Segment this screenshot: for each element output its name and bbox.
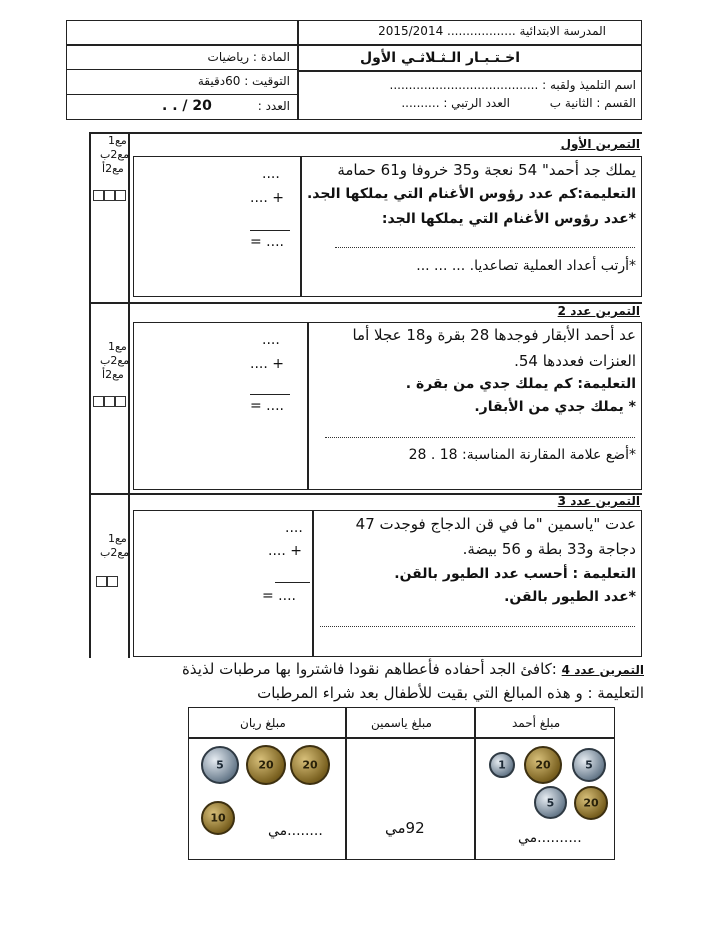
ex2-statement-1: عد أحمد الأبقار فوجدها 28 بقرة و18 عجلا أما [352, 326, 636, 344]
score-box[interactable] [96, 576, 107, 587]
ex1-op-underline [250, 230, 290, 231]
ex4-title: التمرين عدد 4 [561, 663, 644, 677]
ex1-title: التمرين الأول [560, 137, 640, 151]
student-name-line: اسم التلميذ ولقبه : ....................................... [389, 78, 636, 92]
score-box[interactable] [115, 190, 126, 201]
margin-left-border [89, 132, 91, 658]
coin-value: 20 [535, 758, 551, 772]
score-box[interactable] [93, 396, 104, 407]
ex2-question-2: *أضع علامة المقارنة المناسبة: 18 . 28 [408, 447, 636, 463]
money-table-col-2 [474, 707, 476, 860]
money-table-col-1 [345, 707, 347, 860]
coin-10-icon [201, 801, 235, 835]
header-divider-horizontal-2 [297, 70, 642, 72]
ex1-instruction [307, 186, 636, 202]
ex1-statement: يملك جد أحمد" 54 نعجة و35 خروفا و61 حمامة [337, 161, 636, 179]
ex3-title: التمرين عدد 3 [557, 494, 640, 508]
ex1-question-1: *عدد رؤوس الأغنام التي يملكها الجد: [381, 211, 636, 227]
ex2-op-line-1[interactable]: .... [262, 332, 280, 348]
coin-1-icon [489, 752, 515, 778]
ex3-statement-1: عدت "ياسمين "ما في قن الدجاج فوجدت 47 [355, 515, 636, 533]
ex2-statement-2: العنزات فعددها 54. [514, 352, 636, 370]
amount-yasmine: 92مي [385, 819, 425, 837]
ex1-op-line-2[interactable]: .... + [250, 190, 284, 206]
ex3-op-underline [275, 582, 310, 583]
criteria-ex2-1: مع1 [108, 340, 127, 353]
ex2-op-line-2[interactable]: .... + [250, 356, 284, 372]
serial-number-line: العدد الرتبي : .......... [401, 96, 510, 110]
ex2-instruction: التعليمة: كم يملك جدي من بقرة . [405, 376, 636, 392]
coin-20-icon [290, 745, 330, 785]
class-label: القسم : الثانية ب [549, 96, 636, 110]
ex3-op-line-2[interactable]: .... + [268, 543, 302, 559]
ex1-answer-line[interactable] [335, 247, 635, 248]
amount-rayan[interactable]: ........مي [268, 823, 323, 839]
score-box[interactable] [115, 396, 126, 407]
ex2-op-line-3[interactable]: = .... [250, 398, 284, 414]
ex1-op-line-3[interactable]: = .... [250, 234, 284, 250]
header-ahmed: مبلغ أحمد [512, 716, 561, 730]
criteria-ex2-3: مع2أ [102, 368, 124, 381]
school-line: المدرسة الابتدائية .................. 2015/2014 [378, 24, 606, 38]
score-box[interactable] [93, 190, 104, 201]
criteria-ex3-2: مع2ب [100, 546, 130, 559]
coin-5-icon [201, 746, 239, 784]
ex1-op-divider [300, 156, 302, 297]
coin-value: 5 [585, 758, 593, 772]
subject-label: المادة : رياضيات [207, 50, 290, 64]
coin-20-icon [246, 745, 286, 785]
ex4-statement-text: :كافئ الجد أحفاده فأعطاهم نقودا فاشتروا بها مرطبات لذيذة [182, 660, 557, 678]
ex1-instruction-text: التعليمة:كم عدد رؤوس الأغنام التي يملكها الجد. [306, 186, 636, 202]
criteria-ex3-1: مع1 [108, 532, 127, 545]
amount-ahmed[interactable]: ..........مي [518, 830, 582, 846]
coin-20-icon [574, 786, 608, 820]
ex3-answer-line[interactable] [320, 626, 635, 627]
header-divider-left-1 [66, 69, 297, 70]
ex4-instruction: التعليمة : و هذه المبالغ التي بقيت للأطفال بعد شراء المرطبات [257, 684, 644, 702]
margin-right-border [128, 132, 130, 658]
header-yasmine: مبلغ ياسمين [371, 716, 432, 730]
ex2-title: التمرين عدد 2 [557, 304, 640, 318]
criteria-ex1-2: مع2ب [100, 148, 130, 161]
score-box[interactable] [107, 576, 118, 587]
ex2-question-1: * يملك جدي من الأبقار. [474, 399, 636, 415]
ex3-question-1: *عدد الطيور بالقن. [504, 589, 636, 605]
ex3-instruction: التعليمة : أحسب عدد الطيور بالقن. [394, 566, 636, 582]
ex3-op-line-3[interactable]: = .... [262, 588, 296, 604]
ex2-op-underline [250, 394, 290, 395]
coin-5-icon [534, 786, 567, 819]
header-divider-left-2 [66, 94, 297, 95]
criteria-ex1-1: مع1 [108, 134, 127, 147]
coin-value: 5 [546, 796, 555, 809]
coin-value: 20 [258, 758, 274, 772]
ex1-top-rule [89, 132, 642, 134]
grade-label: العدد : [257, 99, 290, 113]
score-box[interactable] [104, 396, 115, 407]
ex1-op-line-1[interactable]: .... [262, 166, 280, 182]
money-table-header-rule [188, 737, 615, 739]
ex3-statement-2: دجاجة و33 بطة و 56 بيضة. [462, 540, 636, 558]
ex2-op-divider [307, 322, 309, 490]
coin-value: 20 [583, 796, 599, 810]
ex3-op-line-1[interactable]: .... [285, 520, 303, 536]
coin-20-icon [524, 746, 562, 784]
time-label: التوقيت : 60دقيقة [197, 74, 290, 88]
ex3-op-divider [312, 510, 314, 657]
score-box[interactable] [104, 190, 115, 201]
criteria-ex1-3: مع2أ [102, 162, 124, 175]
ex2-answer-line[interactable] [325, 437, 635, 438]
coin-value: 10 [210, 811, 226, 825]
grade-value: . . / 20 [162, 98, 212, 114]
ex1-question-2: *أرتب أعداد العملية تصاعديا. ... ... ... [416, 258, 636, 274]
coin-5-icon [572, 748, 606, 782]
criteria-ex2-2: مع2ب [100, 354, 130, 367]
ex4-statement [182, 660, 644, 678]
coin-value: 1 [498, 758, 506, 772]
header-divider-horizontal-1 [66, 44, 642, 46]
coin-value: 5 [216, 758, 224, 772]
exam-title: اخـتـبـار الـثـلاثـي الأول [360, 50, 520, 66]
header-rayan: مبلغ ريان [240, 716, 286, 730]
coin-value: 20 [302, 758, 318, 772]
